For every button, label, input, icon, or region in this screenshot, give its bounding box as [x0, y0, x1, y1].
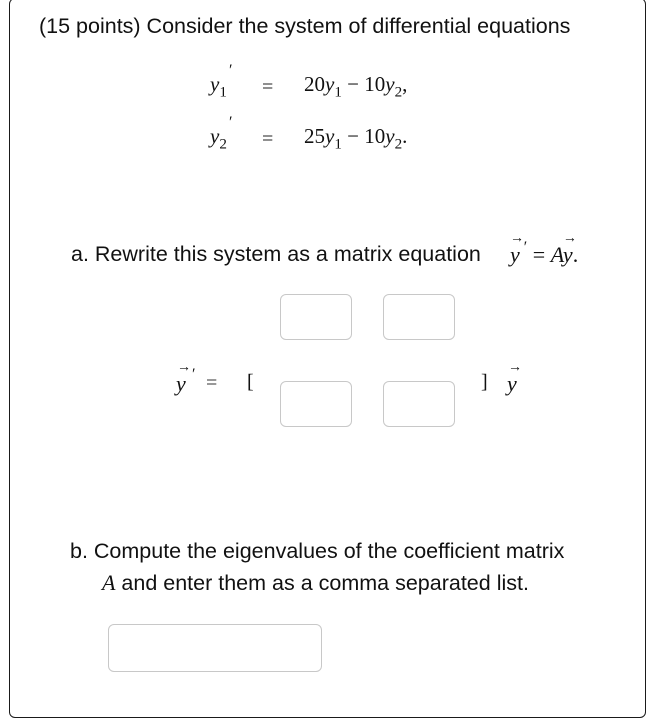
part-a-prompt-text: a. Rewrite this system as a matrix equation — [71, 242, 481, 266]
eq2-sub2: 2 — [394, 136, 403, 153]
part-b-var-A: A — [102, 570, 116, 595]
lhs-vector-arrow: → — [177, 360, 191, 375]
eq1-lhs-sub: 1 — [219, 84, 227, 101]
eq-vec2-arrow: → — [562, 231, 577, 246]
eq-vec-y — [510, 231, 524, 267]
eq-vec-y2-letter: y — [562, 242, 573, 267]
eq2-lhs-var: y — [210, 124, 220, 148]
eq-equals: = — [527, 242, 551, 267]
eq1-var1: y — [325, 72, 335, 96]
eq1-sub2: 2 — [394, 84, 403, 101]
part-a-equation — [510, 231, 579, 268]
eq2-end: . — [402, 124, 408, 148]
question-card — [9, 0, 646, 718]
matrix-input-a12[interactable] — [383, 294, 455, 340]
eq-matrix-A: A — [550, 242, 563, 267]
lhs-vector-y — [176, 360, 191, 397]
matrix-input-a11[interactable] — [280, 294, 352, 340]
eq1-end: , — [402, 72, 408, 96]
eq2-lhs-sub: 2 — [219, 136, 227, 153]
rhs-vector-y-letter: y — [507, 371, 517, 396]
eq2-coef1: 25 — [304, 124, 325, 148]
eq1-equals: = — [262, 76, 274, 98]
part-a-prompt — [71, 242, 481, 267]
eq1-var2: y — [385, 72, 395, 96]
question-heading: (15 points) Consider the system of differential equations — [39, 14, 571, 38]
rhs-vector-y — [507, 360, 522, 397]
eq-prime: ′ — [523, 239, 528, 256]
matrix-input-a21[interactable] — [280, 381, 352, 427]
rhs-vector-arrow: → — [508, 360, 522, 375]
eq1-sub1: 1 — [334, 84, 342, 101]
eq1-prime: ′ — [229, 62, 233, 79]
eq2-var1: y — [325, 124, 335, 148]
eq-vec-arrow: → — [510, 231, 524, 246]
eq1-lhs-var: y — [210, 72, 220, 96]
lhs-vector-y-letter: y — [176, 371, 186, 396]
eq2-prime: ′ — [229, 114, 233, 131]
equation-2-lhs — [210, 124, 227, 153]
eq-period: . — [572, 242, 579, 267]
lhs-prime: ′ — [192, 366, 196, 383]
open-bracket: [ — [247, 371, 254, 393]
eq2-operator: − — [341, 124, 365, 148]
lhs-equals: = — [206, 372, 218, 394]
part-b-prompt — [70, 535, 564, 599]
part-b-line-1: b. Compute the eigenvalues of the coefficient matrix — [70, 539, 565, 563]
eq1-coef1: 20 — [304, 72, 325, 96]
eq2-equals: = — [262, 128, 274, 150]
eq2-sub1: 1 — [334, 136, 342, 153]
part-b-rest: and enter them as a comma separated list. — [115, 571, 529, 595]
eq2-var2: y — [385, 124, 395, 148]
eigenvalues-input[interactable] — [108, 624, 322, 672]
eq2-coef2: 10 — [364, 124, 386, 148]
part-b-line-2 — [70, 567, 564, 599]
eq1-operator: − — [341, 72, 365, 96]
equation-1-rhs — [304, 72, 407, 101]
close-bracket: ] — [481, 371, 488, 393]
eq-vec-y2 — [562, 231, 577, 267]
equation-2-rhs — [304, 124, 407, 153]
eq-vec-y-letter: y — [510, 242, 520, 267]
eq1-coef2: 10 — [364, 72, 386, 96]
equation-1-lhs — [210, 72, 227, 101]
matrix-input-a22[interactable] — [383, 381, 455, 427]
